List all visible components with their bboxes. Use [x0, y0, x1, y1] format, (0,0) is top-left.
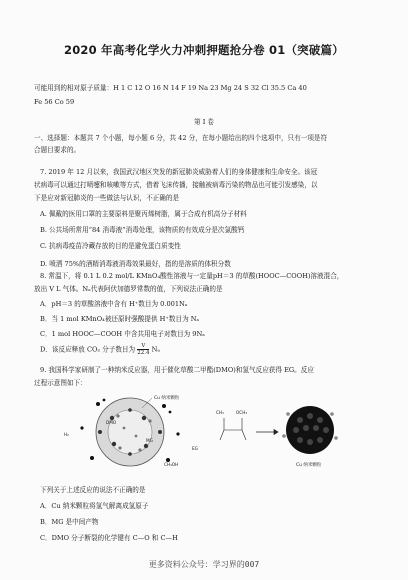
- eg-label: EG: [192, 446, 198, 451]
- cu-particle-label: Cu 纳米颗粒: [154, 396, 180, 401]
- page-title: 2020 年高考化学火力冲刺押题抢分卷 01（突破篇）: [64, 43, 344, 57]
- q8-option-d-prefix: D．该反应释放 CO₂ 分子数目为: [40, 345, 136, 354]
- q9-option-b: B．MG 是中间产物: [40, 518, 99, 526]
- q9-stem-line-1: 9. 我国科学家研制了一种纳米反应器，用于催化草酸二甲酯(DMO)和氢气反应获得 EG。反应: [40, 366, 314, 374]
- dmo-methyl-top-label: CH₃: [216, 410, 224, 415]
- q9-question: 下列关于上述反应的说法不正确的是: [40, 486, 146, 494]
- dmo-structure: [220, 418, 246, 440]
- q9-stem-line-2: 过程示意图如下：: [34, 379, 87, 387]
- q8-stem-line-1: 8. 常温下，将 0.1 L 0.2 mol/L KMnO₄酸性溶液与一定量pH＝3 的草酸(HOOC—COOH)溶液混合，: [40, 272, 344, 280]
- q7-option-a: A. 佩戴的医用口罩的主要原料是聚丙烯树脂，属于合成有机高分子材料: [40, 210, 247, 218]
- atomic-masses-line-1: 可能用到的相对原子质量：H 1 C 12 O 16 N 14 F 19 Na 23 Mg 24 S 32 Cl 35.5 Ca 40: [34, 84, 307, 92]
- q8-option-d-denominator: 22.4: [137, 350, 150, 356]
- cu-reactor-label: Cu 纳米颗粒: [296, 463, 322, 468]
- q7-option-d: D. 喷洒 75%的酒精消毒液消毒效果最好，指的是溶质的体积分数: [40, 260, 231, 268]
- nanoreactor-diagram: [52, 388, 352, 472]
- q7-stem-line-2: 状病毒可以通过打喷嚏和咳嗽等方式，借着飞沫传播，接触被病毒污染的物品也可能引发感染，以: [34, 181, 318, 189]
- q8-option-d-suffix: Nₐ: [151, 345, 160, 354]
- h2-label: H₂: [64, 432, 69, 437]
- q7-stem-line-1: 7. 2019 年 12 月以来，我国武汉地区突发的新冠肺炎威胁着人们的身体健康和生命安全。该冠: [40, 168, 318, 176]
- q9-option-c: C．DMO 分子断裂的化学键有 C—O 和 C—H: [40, 534, 178, 542]
- cu-reactor-cluster: [282, 406, 338, 454]
- q8-option-d-fraction: [137, 343, 149, 356]
- q7-option-b: B. 公共场所常用“84 消毒液”消毒处理，该物质的有效成分是次氯酸钙: [40, 226, 245, 234]
- ch3oh-label: CH₃OH: [164, 462, 179, 467]
- q7-option-c: C. 抗病毒疫苗冷藏存放的目的是避免蛋白质变性: [40, 242, 181, 250]
- section-heading: 第 I 卷: [194, 118, 214, 126]
- mg-label: MG: [146, 438, 153, 443]
- dmo-methoxy-label: OCH₃: [236, 410, 248, 415]
- atomic-masses-line-2: Fe 56 Co 59: [34, 98, 75, 106]
- q8-option-b: B．当 1 mol KMnO₄被还原时强酸提供 H⁺数目为 Nₐ: [40, 315, 200, 323]
- q8-option-d-numerator: V: [137, 343, 149, 350]
- q8-stem-line-2: 放出 V L 气体。Nₐ代表阿伏加德罗常数的值，下列说法正确的是: [34, 285, 223, 293]
- q8-option-c: C．1 mol HOOC—COOH 中含共用电子对数目为 9Nₐ: [40, 330, 205, 338]
- intro-line-2: 合题目要求的。: [34, 146, 81, 154]
- q7-stem-line-3: 下是应对新冠肺炎的一些做法与认识，不正确的是: [34, 194, 180, 202]
- q9-option-a: A．Cu 纳米颗粒将氢气解离成氢原子: [40, 502, 149, 510]
- dmo-label: DMO: [106, 420, 117, 425]
- reaction-arrow: [256, 430, 278, 435]
- q8-option-a: A．pH＝3 的草酸溶液中含有 H⁺数目为 0.001Nₐ: [40, 300, 188, 308]
- footer-watermark: 更多资料公众号：学习界的007: [148, 560, 260, 569]
- intro-line-1: 一、选择题：本题共 7 个小题，每小题 6 分，共 42 分，在每小题给出的四个选项中，只有一项是符: [34, 134, 328, 142]
- q8-option-d: [40, 343, 160, 356]
